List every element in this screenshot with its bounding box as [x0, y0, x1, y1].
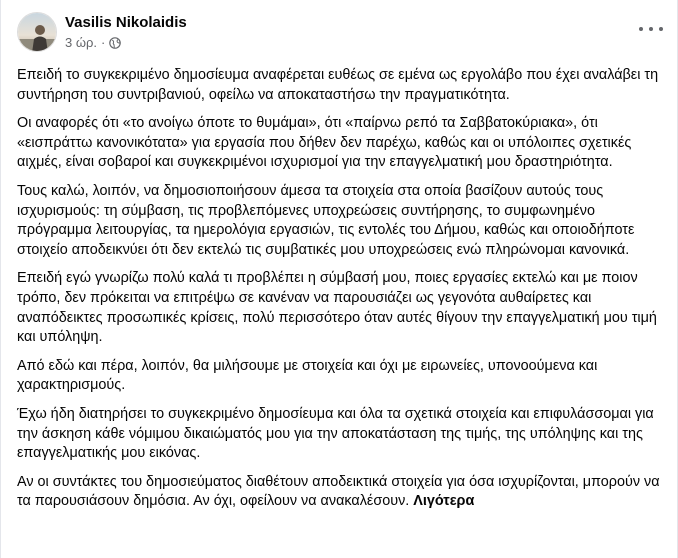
more-options-icon[interactable]	[639, 20, 663, 38]
author-name[interactable]: Vasilis Nikolaidis	[65, 14, 187, 31]
globe-icon	[109, 37, 121, 49]
post-paragraph-3: Τους καλώ, λοιπόν, να δημοσιοποιήσουν άμεσα τα στοιχεία στα οποία βασίζουν αυτούς τους ισχυρισμούς: τη σύμβαση, τις προβλεπόμενες υποχρεώσεις συντήρησης, το συμφωνημένο πρόγραμμα λειτουργίας, τα ημερολόγια εργασιών, τις εντολές του Δήμου, καθώς και οποιοδήποτε στοιχείο αποδεικνύει ότι δεν εκτελώ τις συμβατικές μου υποχρεώσεις ενώ πληρώνομαι κανονικά.	[17, 182, 635, 258]
avatar-photo-icon	[18, 13, 57, 52]
post-paragraph-7	[17, 473, 663, 512]
post-subline	[65, 34, 187, 51]
avatar[interactable]	[17, 12, 57, 52]
post-paragraph-5: Από εδώ και πέρα, λοιπόν, θα μιλήσουμε με στοιχεία και όχι με ειρωνείες, υπονοούμενα και χαρακτηρισμούς.	[17, 357, 598, 394]
post-paragraph-6: Έχω ήδη διατηρήσει το συγκεκριμένο δημοσίευμα και όλα τα σχετικά στοιχεία και επιφυλάσσομαι για την άσκηση κάθε νόμιμου δικαιώματός μου για την αποκατάσταση της τιμής, της υπόληψης και της επαγγελματικής μου εικόνας.	[17, 405, 654, 462]
post-meta	[65, 13, 187, 51]
post-header	[17, 12, 187, 52]
post-paragraph-1: Επειδή το συγκεκριμένο δημοσίευμα αναφέρεται ευθέως σε εμένα ως εργολάβο που έχει αναλάβει τη συντήρηση του συντριβανιού, οφείλω να αποκαταστήσω την πραγματικότητα.	[17, 67, 659, 103]
post-paragraph-7-text: Αν οι συντάκτες του δημοσιεύματος διαθέτουν αποδεικτικά στοιχεία για όσα ισχυρίζονται, μπορούν να τα παρουσιάσουν δημόσια. Αν όχι, οφείλουν να ανακαλέσουν.	[17, 473, 660, 510]
separator-dot: ·	[101, 35, 106, 50]
post-body	[17, 66, 663, 521]
post-paragraph-4: Επειδή εγώ γνωρίζω πολύ καλά τι προβλέπει η σύμβασή μου, ποιες εργασίες εκτελώ και με ποιον τρόπο, δεν πρόκειται να επιτρέψω σε κανέναν να παρουσιάζει ως γεγονότα αυθαίρετες και αναπόδεικτες προσωπικές κρίσεις, πολύ περισσότερο όταν αυτές θίγουν την επαγγελματική μου τιμή και υπόληψη.	[17, 270, 657, 346]
post-timestamp[interactable]: 3 ώρ.	[65, 35, 97, 50]
see-less-button[interactable]: Λιγότερα	[413, 493, 475, 510]
post-paragraph-2: Οι αναφορές ότι «το ανοίγω όποτε το θυμάμαι», ότι «παίρνω ρεπό τα Σαββατοκύριακα», ότι «εισπράττω κανονικότατα» για εργασία που δήθεν δεν παρέχω, καθώς και οι υπόλοιπες σχετικές αιχμές, είναι σοβαροί και συγκεκριμένοι ισχυρισμοί για την επαγγελματική μου δραστηριότητα.	[17, 115, 632, 171]
